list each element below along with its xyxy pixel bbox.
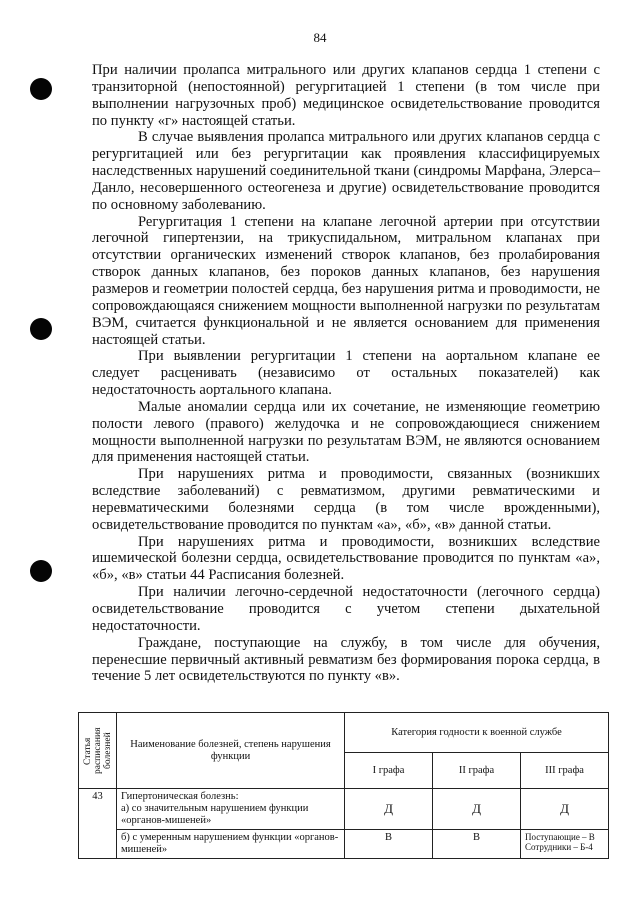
category-g3: Д (521, 789, 609, 830)
punch-hole (30, 78, 52, 100)
paragraph: В случае выявления пролапса митрального или других клапанов сердца с регургитацией или без регургитации как проявления классифицируемых наследственных нарушений соединительной ткани (синдромы Марфана, Элерса–Данло, несовершенного остеогенеза и другие) освидетельствование проводится по основному заболеванию. (92, 129, 600, 213)
header-disease-name: Наименование болезней, степень нарушения функции (117, 713, 345, 789)
header-category: Категория годности к военной службе (345, 713, 609, 753)
paragraph: При наличии легочно-сердечной недостаточности (легочного сердца) освидетельствование проводится с учетом степени дыхательной недостаточности. (92, 584, 600, 634)
category-g1: В (345, 830, 433, 859)
category-g3 (521, 830, 609, 859)
paragraph: При наличии пролапса митрального или других клапанов сердца 1 степени с транзиторной (непостоянной) регургитацией 1 степени (в том числе при выполнении нагрузочных проб) медицинское освидетельствование проводится по пункту «г» настоящей статьи. (92, 62, 600, 129)
category-g3-line: Сотрудники – Б-4 (525, 842, 593, 852)
header-graph-1: I графа (345, 753, 433, 789)
header-graph-3: III графа (521, 753, 609, 789)
article-number: 43 (79, 789, 117, 859)
paragraph: При нарушениях ритма и проводимости, связанных (возникших вследствие заболеваний) с ревматизмом, другими ревматическими и неревматическими болезнями сердца (в том числе врожденными), освидетельствование проводится по пунктам «а», «б», «в» данной статьи. (92, 466, 600, 533)
disease-title: Гипертоническая болезнь: (121, 791, 239, 802)
page-number: 84 (313, 30, 327, 45)
disease-cell (117, 789, 345, 830)
paragraph: Регургитация 1 степени на клапане легочной артерии при отсутствии легочной гипертензии, на трикуспидальном, митральном клапанах при отсутствии органических изменений створок клапанов, без пролабирования створок данных клапанов, без пороков данных клапанов, без нарушения размеров и геометрии полостей сердца, без нарушения ритма и проводимости, не сопровождающаяся снижением мощности выполненной нагрузки по результатам ВЭМ, считается функциональной и не является основанием для применения настоящей статьи. (92, 213, 600, 348)
paragraph: Малые аномалии сердца или их сочетание, не изменяющие геометрию полости левого (правого) желудочка и не сопровождающиеся снижением мощности выполненной нагрузки по результатам ВЭМ, не являются основанием для применения настоящей статьи. (92, 398, 600, 466)
header-article: Статья расписания болезней (79, 713, 117, 789)
disease-item: а) со значительным нарушением функции «органов-мишеней» (121, 803, 309, 826)
category-g3-line: Поступающие – В (525, 832, 595, 842)
table-row (79, 830, 609, 859)
table-row (79, 789, 609, 830)
punch-hole (30, 560, 52, 582)
category-g1: Д (345, 789, 433, 830)
header-graph-2: II графа (433, 753, 521, 789)
disease-schedule-table (78, 712, 609, 859)
paragraph: При нарушениях ритма и проводимости, возникших вследствие ишемической болезни сердца, освидетельствование проводится по пунктам «а», «б», «в» статьи 44 Расписания болезней. (92, 533, 600, 584)
category-g2: В (433, 830, 521, 859)
punch-hole (30, 318, 52, 340)
disease-item: б) с умеренным нарушением функции «органов-мишеней» (117, 830, 345, 859)
paragraph: Граждане, поступающие на службу, в том числе для обучения, перенесшие первичный активный ревматизм без формирования порока сердца, в течение 5 лет освидетельствуются по пункту «в». (92, 634, 600, 685)
body-text (92, 62, 600, 685)
paragraph: При выявлении регургитации 1 степени на аортальном клапане ее следует расценивать (независимо от остальных показателей) как недостаточность аортального клапана. (92, 348, 600, 399)
category-g2: Д (433, 789, 521, 830)
